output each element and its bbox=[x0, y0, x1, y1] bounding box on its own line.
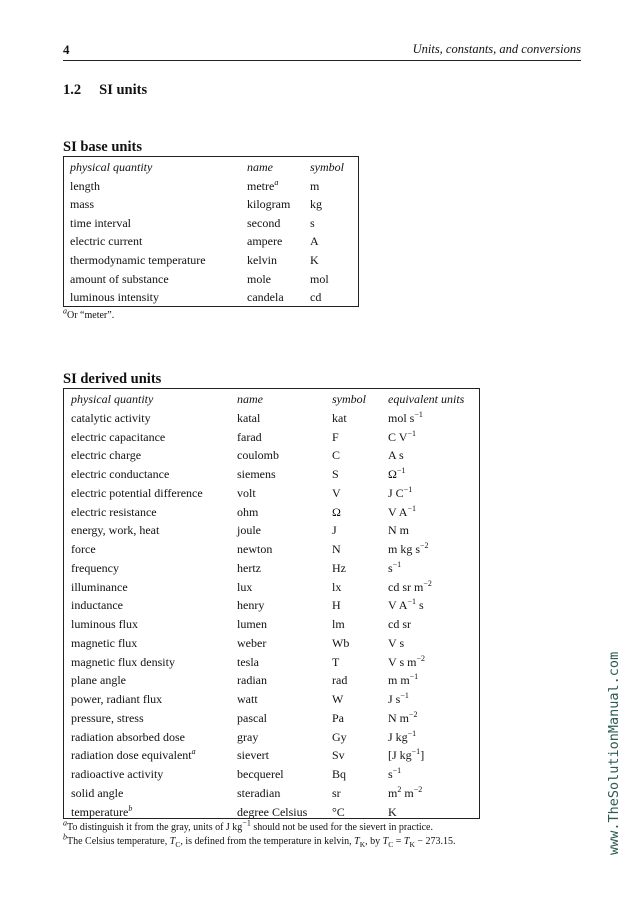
quantity-text: electric capacitance bbox=[71, 429, 166, 444]
footnote-mark: b bbox=[63, 832, 67, 842]
equiv-exponent: 2 bbox=[397, 784, 402, 794]
section-title: SI units bbox=[99, 82, 148, 98]
equivalent-units-cell bbox=[388, 542, 429, 557]
quantity-text: power, radiant flux bbox=[71, 692, 163, 706]
column-header-equiv: equivalent units bbox=[388, 392, 465, 406]
watermark-graphic bbox=[600, 575, 624, 855]
derived-units-title: SI derived units bbox=[63, 371, 162, 387]
equiv-exponent: −1 bbox=[409, 672, 419, 682]
symbol-cell: V bbox=[332, 485, 341, 500]
equivalent-units-cell bbox=[388, 430, 416, 445]
footnote-exponent: −1 bbox=[242, 818, 251, 828]
variable: T bbox=[403, 836, 410, 847]
quantity-cell: length bbox=[70, 178, 100, 193]
footnote-mark: a bbox=[274, 177, 279, 187]
quantity-text: magnetic flux density bbox=[71, 654, 175, 669]
quantity-cell bbox=[71, 561, 119, 576]
column-header-name: name bbox=[247, 160, 273, 174]
equiv-exponent: −1 bbox=[407, 728, 417, 738]
name-cell: newton bbox=[237, 542, 273, 556]
name-cell: ohm bbox=[237, 504, 259, 519]
subscript: C bbox=[388, 840, 394, 849]
footnote-b bbox=[63, 832, 456, 849]
quantity-text: electric potential difference bbox=[71, 485, 203, 500]
quantity-cell bbox=[71, 523, 159, 538]
name-text: metre bbox=[247, 178, 275, 193]
equiv-exponent: −2 bbox=[423, 578, 432, 588]
quantity-cell bbox=[71, 786, 123, 801]
quantity-text: magnetic flux bbox=[71, 635, 138, 650]
column-header-symbol: symbol bbox=[332, 392, 366, 406]
symbol-cell: kg bbox=[310, 197, 322, 212]
quantity-cell bbox=[71, 411, 151, 426]
symbol-cell: Pa bbox=[332, 710, 344, 725]
equiv-exponent: −1 bbox=[414, 409, 423, 419]
name-cell bbox=[247, 216, 280, 231]
equiv-text: V A bbox=[388, 504, 408, 519]
name-cell: steradian bbox=[237, 785, 281, 800]
name-text: mole bbox=[247, 271, 271, 286]
quantity-text: energy, work, heat bbox=[71, 523, 160, 538]
symbol-cell: lm bbox=[332, 617, 345, 631]
equiv-exponent: −1 bbox=[407, 597, 416, 607]
quantity-cell bbox=[71, 730, 185, 745]
name-cell: pascal bbox=[237, 710, 267, 725]
equiv-text: [J kg bbox=[388, 748, 412, 763]
section-heading bbox=[63, 82, 147, 99]
equivalent-units-cell bbox=[388, 486, 412, 501]
quantity-text: electric conductance bbox=[71, 467, 170, 481]
base-units-title: SI base units bbox=[63, 139, 142, 155]
equiv-text: m bbox=[388, 785, 398, 800]
name-cell: radian bbox=[237, 673, 267, 688]
name-text: ampere bbox=[247, 234, 283, 249]
name-text: second bbox=[247, 215, 281, 230]
quantity-cell bbox=[71, 711, 144, 726]
equiv-text: K bbox=[388, 804, 397, 819]
quantity-cell: time interval bbox=[70, 215, 131, 230]
footnote-mark: b bbox=[128, 803, 133, 813]
name-cell: katal bbox=[237, 410, 261, 425]
equiv-exponent: −1 bbox=[396, 466, 406, 475]
footnote-mark: a bbox=[191, 747, 196, 757]
name-cell: coulomb bbox=[237, 448, 279, 463]
name-cell: tesla bbox=[237, 654, 259, 669]
symbol-cell: mol bbox=[310, 271, 329, 286]
column-header-quantity: physical quantity bbox=[71, 392, 154, 406]
symbol-cell: s bbox=[310, 215, 315, 230]
name-cell bbox=[247, 253, 277, 268]
equiv-exponent: −2 bbox=[416, 653, 425, 663]
symbol-cell: J bbox=[332, 523, 337, 538]
name-cell: siemens bbox=[237, 467, 276, 481]
column-header-quantity: physical quantity bbox=[70, 160, 153, 174]
name-text: kilogram bbox=[247, 197, 291, 212]
equivalent-units-cell bbox=[388, 805, 397, 820]
quantity-cell: mass bbox=[70, 197, 94, 212]
footnote-text: should not be used for the sievert in practice. bbox=[250, 822, 433, 833]
symbol-cell: H bbox=[332, 598, 341, 613]
quantity-cell bbox=[71, 655, 175, 670]
equivalent-units-cell bbox=[388, 617, 411, 632]
derived-units-table bbox=[63, 388, 480, 819]
variable: T bbox=[382, 836, 389, 847]
quantity-cell: thermodynamic temperature bbox=[70, 253, 206, 267]
name-cell bbox=[247, 234, 282, 249]
name-cell: lumen bbox=[237, 617, 267, 631]
name-cell: watt bbox=[237, 692, 258, 706]
equivalent-units-cell bbox=[388, 411, 423, 426]
name-cell bbox=[247, 272, 271, 287]
symbol-cell: Ω bbox=[332, 504, 341, 519]
symbol-cell: C bbox=[332, 448, 341, 463]
footnote-text: − 273.15. bbox=[414, 836, 456, 847]
equiv-tail: m bbox=[401, 785, 414, 800]
page-header bbox=[63, 42, 581, 61]
name-cell: hertz bbox=[237, 560, 261, 575]
quantity-text: electric charge bbox=[71, 448, 142, 463]
base-units-table bbox=[63, 156, 359, 307]
equiv-text: V s m bbox=[388, 654, 417, 669]
name-text: candela bbox=[247, 290, 284, 305]
quantity-cell bbox=[71, 580, 128, 595]
equiv-exponent: −1 bbox=[411, 747, 421, 757]
quantity-text: pressure, stress bbox=[71, 710, 144, 725]
subscript: K bbox=[359, 840, 366, 849]
quantity-cell bbox=[71, 598, 123, 613]
name-cell: becquerel bbox=[237, 767, 284, 781]
quantity-cell bbox=[71, 430, 165, 445]
quantity-cell bbox=[71, 467, 169, 482]
quantity-text: radioactive activity bbox=[71, 767, 164, 781]
name-cell: degree Celsius bbox=[237, 804, 308, 819]
equivalent-units-cell bbox=[388, 692, 409, 707]
name-cell: weber bbox=[237, 635, 267, 650]
symbol-cell: W bbox=[332, 692, 344, 706]
footnote-mark: a bbox=[63, 818, 67, 828]
symbol-cell: F bbox=[332, 429, 339, 444]
quantity-cell bbox=[71, 617, 138, 632]
variable: T bbox=[354, 836, 360, 847]
quantity-cell: electric current bbox=[70, 234, 143, 249]
symbol-cell: °C bbox=[332, 804, 345, 819]
quantity-text: radiation absorbed dose bbox=[71, 729, 185, 744]
quantity-text: inductance bbox=[71, 598, 123, 613]
quantity-cell bbox=[71, 767, 163, 782]
footnote-text: To distinguish it from the gray, units of J kg bbox=[67, 822, 243, 833]
name-cell: joule bbox=[237, 523, 261, 538]
name-text: kelvin bbox=[247, 253, 277, 267]
quantity-cell bbox=[71, 542, 96, 557]
symbol-cell: S bbox=[332, 467, 339, 481]
equivalent-units-cell bbox=[388, 448, 404, 463]
quantity-text: radiation dose equivalent bbox=[71, 748, 192, 763]
equiv-text: C V bbox=[388, 429, 408, 444]
equivalent-units-cell bbox=[388, 767, 401, 782]
footnote-text: Or “meter”. bbox=[67, 310, 115, 321]
symbol-cell: N bbox=[332, 542, 341, 556]
symbol-cell: cd bbox=[310, 290, 322, 305]
equiv-text: V A bbox=[388, 598, 408, 613]
equivalent-units-cell bbox=[388, 730, 416, 745]
name-cell: gray bbox=[237, 729, 259, 744]
equivalent-units-cell bbox=[388, 561, 401, 576]
quantity-cell bbox=[71, 448, 141, 463]
equiv-tail: s bbox=[415, 598, 424, 613]
symbol-cell: A bbox=[310, 234, 319, 249]
footnote-text: The Celsius temperature, bbox=[67, 836, 170, 847]
watermark bbox=[600, 575, 624, 855]
equivalent-units-cell bbox=[388, 505, 416, 520]
quantity-cell: amount of substance bbox=[70, 271, 169, 286]
quantity-text: luminous flux bbox=[71, 617, 139, 631]
base-units-footnote bbox=[63, 306, 115, 321]
watermark-text: www.TheSolutionManual.com bbox=[606, 651, 622, 855]
name-cell: sievert bbox=[237, 748, 269, 763]
equivalent-units-cell bbox=[388, 711, 418, 726]
variable: T bbox=[169, 836, 176, 847]
equivalent-units-cell bbox=[388, 523, 409, 538]
symbol-cell: Bq bbox=[332, 767, 347, 781]
equivalent-units-cell bbox=[388, 598, 424, 613]
quantity-text: illuminance bbox=[71, 579, 128, 594]
quantity-cell bbox=[71, 805, 132, 820]
quantity-text: plane angle bbox=[71, 673, 126, 688]
equiv-text: A s bbox=[388, 448, 404, 463]
name-cell bbox=[247, 197, 290, 212]
name-cell: volt bbox=[237, 485, 256, 500]
subscript: C bbox=[175, 840, 181, 849]
subscript: K bbox=[409, 840, 415, 849]
name-cell bbox=[247, 290, 284, 305]
quantity-text: force bbox=[71, 542, 96, 556]
quantity-text: catalytic activity bbox=[71, 410, 151, 425]
equiv-text: cd sr m bbox=[388, 579, 424, 594]
symbol-cell: Gy bbox=[332, 729, 347, 744]
quantity-cell bbox=[71, 673, 126, 688]
quantity-cell bbox=[71, 748, 196, 763]
equiv-text: J C bbox=[388, 485, 404, 500]
symbol-cell: T bbox=[332, 654, 340, 669]
page-number: 4 bbox=[63, 42, 70, 57]
quantity-cell bbox=[71, 486, 203, 501]
equivalent-units-cell bbox=[388, 786, 422, 801]
quantity-cell: luminous intensity bbox=[70, 290, 160, 305]
equiv-text: V s bbox=[388, 635, 405, 650]
equivalent-units-cell bbox=[388, 673, 418, 688]
equivalent-units-cell bbox=[388, 655, 425, 670]
equiv-text: s bbox=[388, 560, 393, 575]
column-header-name: name bbox=[237, 392, 263, 406]
section-number: 1.2 bbox=[63, 82, 82, 98]
equiv-exponent: −1 bbox=[392, 766, 402, 775]
quantity-cell bbox=[71, 692, 162, 707]
equiv-tail: ] bbox=[420, 748, 425, 763]
footnote-text: , by bbox=[365, 836, 383, 847]
quantity-cell bbox=[71, 505, 157, 520]
equiv-exponent: −1 bbox=[403, 484, 413, 494]
equiv-text: J s bbox=[388, 692, 401, 706]
footnote-text: , is defined from the temperature in kelvin, bbox=[180, 836, 355, 847]
equiv-exponent: −1 bbox=[407, 428, 416, 438]
quantity-text: solid angle bbox=[71, 785, 124, 800]
equiv-text: J kg bbox=[388, 729, 408, 744]
symbol-cell: sr bbox=[332, 785, 341, 800]
footnote-a bbox=[63, 818, 433, 833]
equivalent-units-cell bbox=[388, 748, 424, 763]
symbol-cell: Wb bbox=[332, 635, 350, 650]
symbol-cell: Sv bbox=[332, 748, 345, 763]
quantity-text: temperature bbox=[71, 804, 129, 819]
footnote-mark: a bbox=[63, 306, 67, 316]
symbol-cell: m bbox=[310, 178, 320, 193]
equiv-exponent: −2 bbox=[413, 784, 423, 794]
equiv-text: s bbox=[388, 767, 393, 781]
equiv-exponent: −1 bbox=[407, 503, 416, 513]
equiv-text: N m bbox=[388, 523, 409, 538]
equiv-exponent: −2 bbox=[409, 709, 418, 719]
name-cell: lux bbox=[237, 579, 253, 594]
symbol-cell: Hz bbox=[332, 560, 346, 575]
quantity-text: frequency bbox=[71, 560, 119, 575]
equiv-text: N m bbox=[388, 710, 409, 725]
symbol-cell: rad bbox=[332, 673, 348, 688]
footnote-text: = bbox=[393, 836, 404, 847]
name-cell: farad bbox=[237, 429, 262, 444]
name-cell bbox=[247, 179, 278, 194]
equiv-exponent: −1 bbox=[392, 559, 402, 569]
equiv-text: Ω bbox=[388, 467, 397, 481]
quantity-cell bbox=[71, 636, 137, 651]
equiv-text: m kg s bbox=[388, 542, 421, 556]
equivalent-units-cell bbox=[388, 580, 432, 595]
column-header-symbol: symbol bbox=[310, 160, 344, 174]
symbol-cell: K bbox=[310, 253, 319, 267]
equivalent-units-cell bbox=[388, 636, 404, 651]
equiv-exponent: −1 bbox=[400, 691, 409, 700]
symbol-cell: lx bbox=[332, 579, 342, 594]
equivalent-units-cell bbox=[388, 467, 405, 482]
equiv-exponent: −2 bbox=[420, 541, 429, 550]
equiv-text: mol s bbox=[388, 410, 415, 425]
equiv-text: m m bbox=[388, 673, 410, 688]
name-cell: henry bbox=[237, 598, 265, 613]
equiv-text: cd sr bbox=[388, 617, 411, 631]
quantity-text: electric resistance bbox=[71, 504, 157, 519]
running-title: Units, constants, and conversions bbox=[412, 42, 581, 56]
symbol-cell: kat bbox=[332, 410, 347, 425]
